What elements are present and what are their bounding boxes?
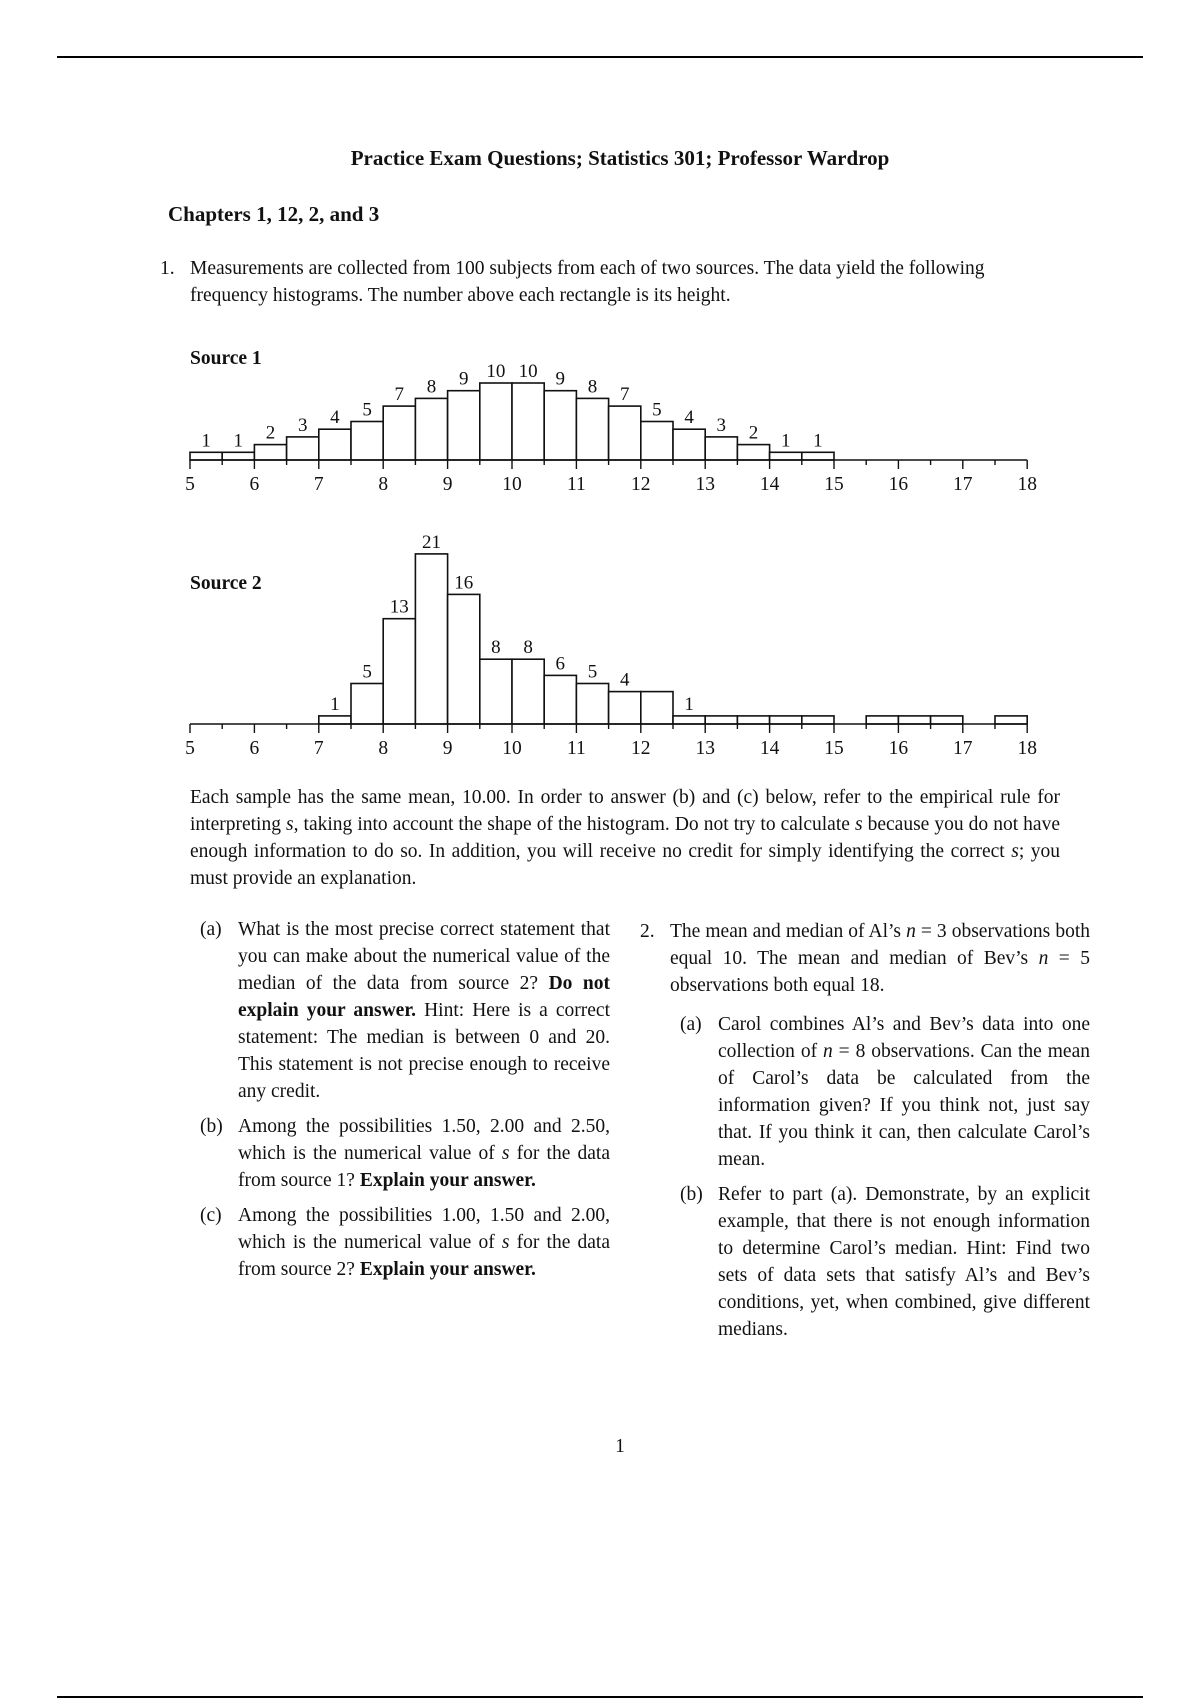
histogram-bar (576, 684, 608, 725)
histogram-bar (802, 716, 834, 724)
x-tick-label: 5 (185, 474, 195, 495)
bar-value-label: 1 (330, 693, 340, 715)
x-tick-label: 13 (695, 474, 715, 495)
part-1c (200, 1202, 610, 1283)
bar-value-label: 2 (748, 422, 759, 444)
bar-value-label: 1 (684, 693, 694, 715)
part-2a-label: (a) (680, 1014, 702, 1035)
x-tick-label: 9 (442, 474, 453, 495)
bar-value-label: 1 (201, 430, 211, 452)
part-2a (640, 1011, 1090, 1173)
x-tick-label: 12 (631, 474, 651, 495)
bar-value-label: 8 (426, 376, 437, 398)
x-tick-label: 18 (1017, 738, 1037, 759)
chapters-heading: Chapters 1, 12, 2, and 3 (168, 202, 380, 226)
question-2-number: 2. (640, 921, 655, 942)
bar-value-label: 4 (330, 407, 340, 429)
question-1-text: Measurements are collected from 100 subjects from each of two sources. The data yield the following frequency histograms. The number above each rectangle is its height. (190, 258, 985, 306)
bar-value-label: 7 (619, 384, 630, 406)
histogram-bar (770, 716, 802, 724)
part-1b (200, 1113, 610, 1194)
histogram-bar (383, 619, 415, 724)
source-1-label: Source 1 (190, 348, 262, 369)
bar-value-label: 2 (265, 422, 276, 444)
histogram-bar (351, 684, 383, 725)
bar-value-label: 8 (491, 637, 501, 659)
bar-value-label: 9 (555, 368, 566, 390)
bar-value-label: 7 (394, 384, 405, 406)
part-1c-text: Among the possibilities 1.00, 1.50 and 2.00, which is the numerical value of s for the data from source 2? Explain your answer. (238, 1205, 611, 1280)
histogram-bar (480, 659, 512, 724)
bar-value-label: 21 (422, 531, 441, 553)
histogram-bar (415, 554, 447, 724)
histogram-bar (737, 716, 769, 724)
x-tick-label: 16 (888, 738, 909, 759)
bar-value-label: 3 (297, 414, 308, 436)
x-tick-label: 15 (824, 474, 844, 495)
page-title: Practice Exam Questions; Statistics 301; Professor Wardrop (350, 146, 890, 170)
bar-value-label: 5 (587, 661, 598, 683)
part-1a-text: What is the most precise correct statement that you can make about the numerical value of the median of the data from source 2? Do not explain your answer. Hint: Here is a correct statement: The median is between 0 and 20. This statement is not precise enough to receive any credit. (238, 919, 610, 1102)
part-2b (640, 1181, 1090, 1343)
bar-value-label: 4 (684, 407, 694, 429)
bar-value-label: 10 (518, 361, 538, 382)
histogram-bar (319, 716, 351, 724)
bar-value-label: 13 (389, 596, 409, 618)
part-1a (200, 916, 610, 1105)
x-tick-label: 11 (567, 474, 586, 495)
bar-value-label: 1 (813, 430, 823, 452)
x-tick-label: 17 (953, 474, 973, 495)
x-tick-label: 6 (249, 738, 260, 759)
x-tick-label: 8 (378, 738, 389, 759)
histogram-bar (544, 675, 576, 724)
bar-value-label: 4 (619, 669, 630, 691)
x-tick-label: 14 (759, 738, 780, 759)
part-1b-text: Among the possibilities 1.50, 2.00 and 2.50, which is the numerical value of s for the data from source 1? Explain your answer. (238, 1116, 611, 1191)
x-tick-label: 12 (631, 738, 651, 759)
bottom-rule (57, 1696, 1143, 1698)
source-2-label: Source 2 (190, 573, 262, 594)
question-1-parts (200, 916, 610, 1291)
page-number: 1 (615, 1436, 625, 1457)
question-2 (640, 918, 1090, 1351)
bar-value-label: 3 (716, 414, 727, 436)
x-tick-label: 15 (824, 738, 844, 759)
x-tick-label: 18 (1017, 474, 1037, 495)
histogram-bar (995, 716, 1027, 724)
part-2a-text: Carol combines Al’s and Bev’s data into one collection of n = 8 observations. Can the mean of Carol’s data be calculated from the information given? If you think not, just say that. If you think it can, then calculate Carol’s mean. (718, 1014, 1090, 1170)
bar-value-label: 1 (233, 430, 244, 452)
histogram-bar (705, 716, 737, 724)
part-1b-label: (b) (200, 1116, 223, 1137)
histogram-bar (898, 716, 930, 724)
x-tick-label: 7 (313, 738, 324, 759)
x-tick-label: 5 (185, 738, 195, 759)
x-tick-label: 7 (313, 474, 324, 495)
histogram-bar (641, 692, 673, 724)
x-tick-label: 14 (759, 474, 780, 495)
question-1-instructions: Each sample has the same mean, 10.00. In order to answer (b) and (c) below, refer to the empirical rule for interpreting s, taking into account the shape of the histogram. Do not try to calculate s because you do not have enough information to do so. In addition, you will receive no credit for simply identifying the correct s; you must provide an explanation. (190, 787, 1060, 889)
bar-value-label: 16 (454, 572, 474, 594)
part-2b-text: Refer to part (a). Demonstrate, by an explicit example, that there is not enough information to determine Carol’s median. Hint: Find two sets of data sets that satisfy Al’s and Bev’s conditions, yet, when combined, give different medians. (718, 1184, 1090, 1340)
bar-value-label: 5 (362, 399, 372, 421)
histogram-source-2 (0, 0, 1200, 760)
part-2b-label: (b) (680, 1184, 703, 1205)
bar-value-label: 5 (362, 661, 372, 683)
x-tick-label: 10 (502, 738, 522, 759)
bar-value-label: 10 (486, 361, 506, 382)
histogram-bar (609, 692, 641, 724)
histogram-bar (866, 716, 898, 724)
histogram-bar (673, 716, 705, 724)
question-1-number: 1. (160, 258, 175, 279)
bar-value-label: 8 (587, 376, 598, 398)
question-2-text: The mean and median of Al’s n = 3 observations both equal 10. The mean and median of Bev’s n = 5 observations both equal 18. (670, 921, 1091, 996)
bar-value-label: 5 (652, 399, 662, 421)
part-1a-label: (a) (200, 919, 222, 940)
x-tick-label: 6 (249, 474, 260, 495)
x-tick-label: 8 (378, 474, 389, 495)
x-tick-label: 17 (953, 738, 973, 759)
part-1c-label: (c) (200, 1205, 222, 1226)
bar-value-label: 6 (555, 653, 566, 675)
bar-value-label: 9 (458, 368, 469, 390)
bar-value-label: 8 (523, 637, 533, 659)
x-tick-label: 9 (442, 738, 453, 759)
question-2-stem (640, 918, 1090, 999)
histogram-bar (931, 716, 963, 724)
x-tick-label: 11 (567, 738, 586, 759)
histogram-bar (512, 659, 544, 724)
x-tick-label: 10 (502, 474, 522, 495)
bar-value-label: 1 (780, 430, 791, 452)
x-tick-label: 16 (888, 474, 909, 495)
histogram-bar (448, 594, 480, 724)
x-tick-label: 13 (695, 738, 715, 759)
